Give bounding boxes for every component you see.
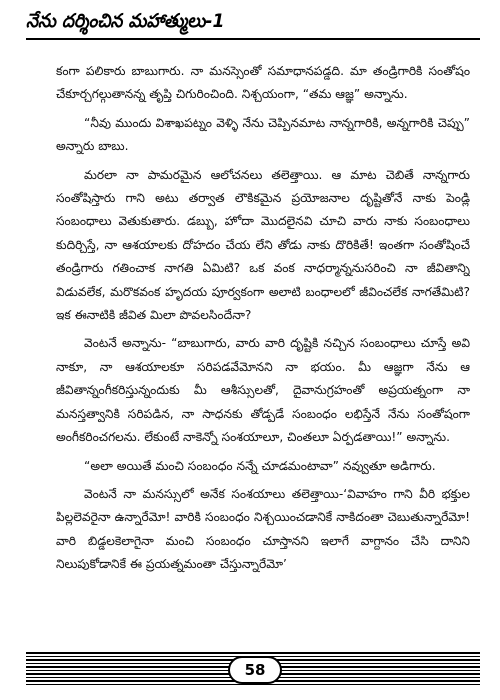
paragraph-1: కంగా పలికారు బాబుగారు. నా మనస్సెంతో సమాధానపడ్డది. మా తండ్రిగారికి సంతోషం చేకూర్చగల్గుతానన్న తృప్తి చిగురించింది. నిశ్చయంగా, “తమ ఆజ్ఞ” అన్నాను.	[56, 64, 470, 102]
page-number: 58	[228, 656, 282, 684]
page-body	[56, 60, 470, 640]
paragraph-4: వెంటనే అన్నాను- “బాబుగారు, వారు వారి దృష్టికి నచ్చిన సంబంధాలు చూస్తే అవి నాకూ, నా ఆశయాలకూ సరిపడవేమోనని నా భయం. మీ ఆజ్ఞగా నేను ఆ జీవితాన్నంగీకరిస్తున్నందుకు మీ ఆశీస్సులతో, దైవానుగ్రహంతో అప్రయత్నంగా నా మనస్తత్వానికి సరిపడిన, నా సాధనకు తోడ్పడే సంబంధం లభిస్తేనే నేను సంతోషంగా అంగీకరించగలను. లేకుంటే నాకెన్నో సంశయాలూ, చింతలూ ఏర్పడతాయి!” అన్నాను.	[56, 336, 470, 445]
paragraph-6: వెంటనే నా మనస్సులో అనేక సంశయాలు తలెత్తాయి-‘వివాహం గాని వీరి భక్తుల పిల్లలెవరైనా ఉన్నారేమో! వారికి సంబంధం నిశ్చయించడానికే నాకిదంతా చెబుతున్నారేమో! వారి బిడ్డలకెలాగైనా మంచి సంబంధం చూస్తానని ఇలాగే వాగ్దానం చేసి దానిని నిలుపుకోడానికే ఈ ప్రయత్నమంతా చేస్తున్నారేమో’	[56, 486, 470, 572]
paragraph-2: “నీవు ముందు విశాఖపట్నం వెళ్ళి నేను చెప్పినమాట నాన్నగారికి, అన్నగారికి చెప్పు” అన్నారు బాబు.	[56, 115, 470, 154]
page-footer	[26, 652, 480, 690]
header-rule	[26, 38, 480, 40]
book-title: నేను దర్శించిన మహాత్ములు-1	[26, 10, 225, 32]
paragraph-5: “అలా అయితే మంచి సంబంధం నన్నే చూడమంటావా” నవ్వుతూ అడిగారు.	[84, 458, 436, 473]
running-header	[26, 8, 480, 42]
paragraph-3: మరలా నా పామరమైన ఆలోచనలు తలెత్తాయి. ఆ మాట చెబితే నాన్నగారు సంతోషిస్తారు గాని అటు తర్వాత లౌకికమైన ప్రయోజనాల దృష్టితోనే నాకు పెండ్లి సంబంధాలు వెతుకుతారు. డబ్బు, హోదా మొదలైనవి చూచి వారు నాకు సంబంధాలు కుదిర్చిస్తే, నా ఆశయాలకు దోహదం చేయ లేని తోడు నాకు దొరికితే! ఇంతగా సంతోషించే తండ్రిగారు గతించాక నాగతి ఏమిటి? ఒక వంక నాధర్మాన్ననుసరించి నా జీవితాన్ని విడువలేక, మరొకవంక హృదయ పూర్వకంగా అలాటి బంధాలలో జీవించలేక నాగతేమిటి? ఇక ఈనాటికి జీవిత మిలా పొవలసిందేనా?	[56, 167, 470, 323]
